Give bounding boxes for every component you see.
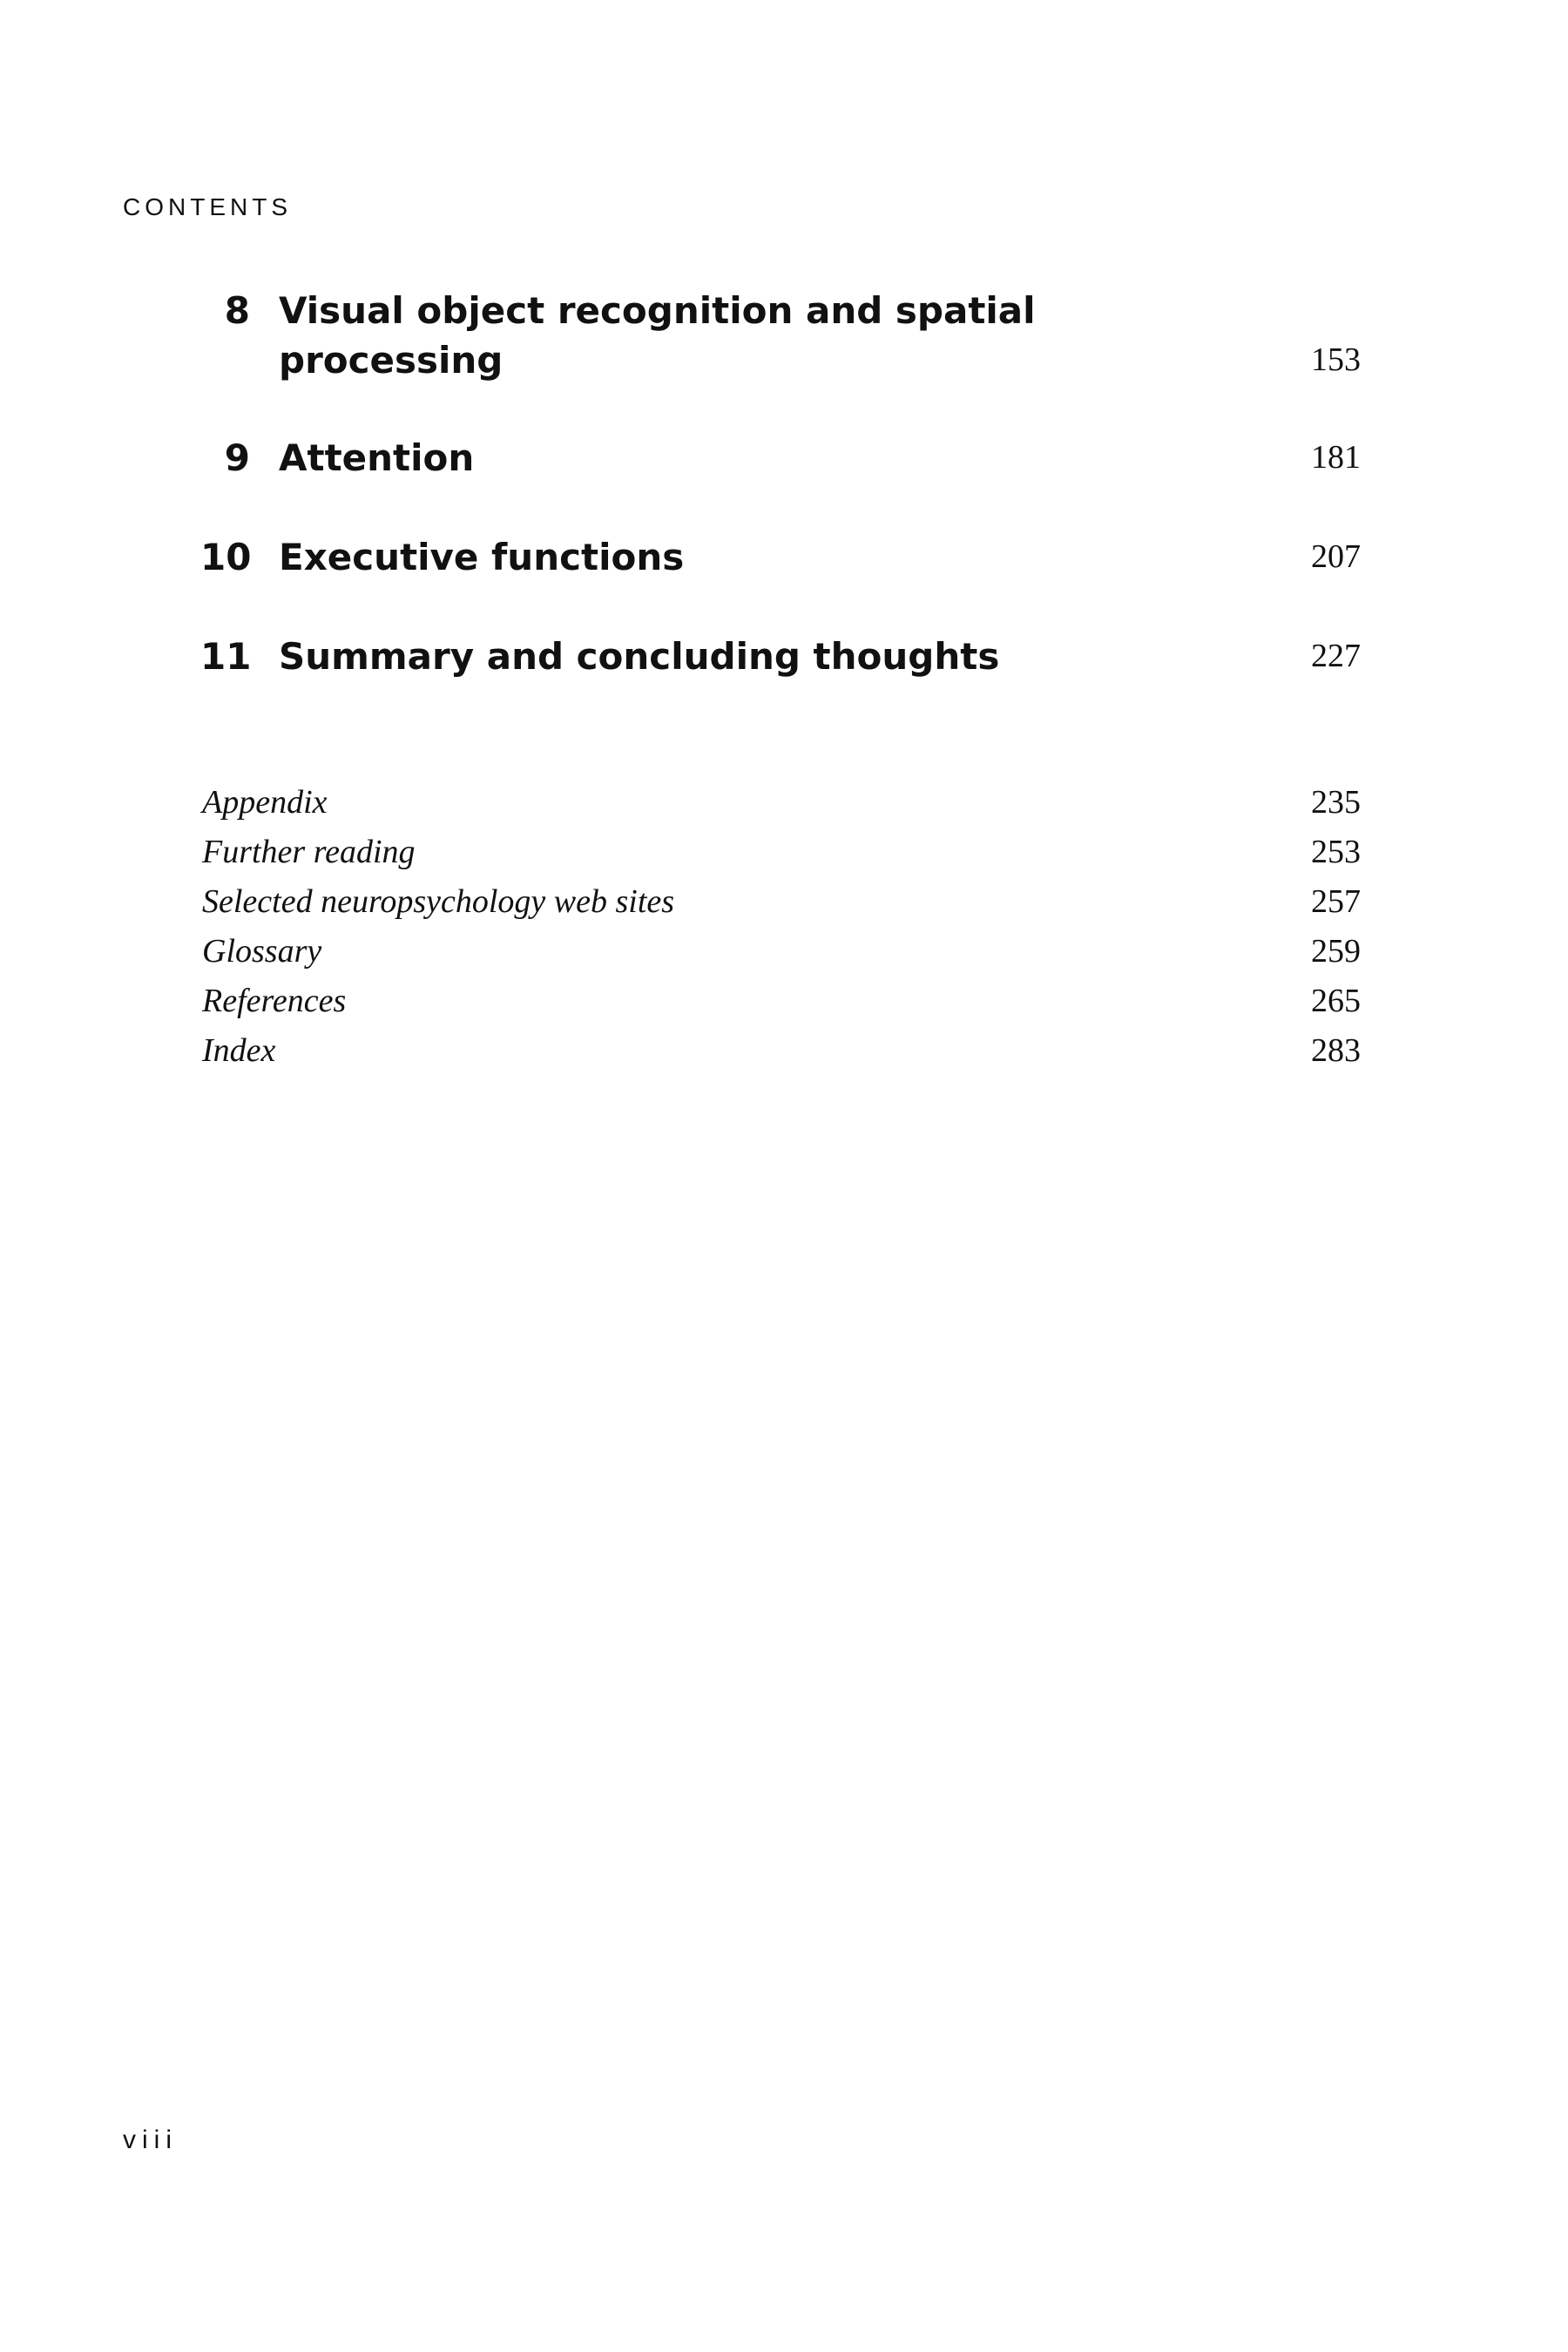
page-number: 207 (1311, 538, 1361, 575)
page-folio: viii (123, 2126, 178, 2154)
entry-title: Appendix (202, 784, 328, 821)
entry-title: References (202, 983, 347, 1019)
entry-title: Glossary (202, 933, 322, 970)
toc-entry-web-sites[interactable] (202, 877, 1361, 927)
chapter-number: 11 (200, 635, 252, 678)
chapter-title: Executive functions (279, 536, 685, 578)
chapter-title: Summary and concluding thoughts (279, 635, 1000, 678)
toc-entry-chapter-9[interactable] (200, 433, 1361, 483)
page-number: 257 (1311, 883, 1361, 920)
back-matter-list (202, 778, 1361, 1076)
running-head: CONTENTS (123, 193, 292, 220)
page-number: 153 (1311, 341, 1361, 378)
toc-entry-glossary[interactable] (202, 927, 1361, 977)
chapter-number: 8 (224, 289, 250, 332)
toc-entry-chapter-8[interactable] (200, 286, 1361, 385)
toc-entry-references[interactable] (202, 977, 1361, 1026)
page-number: 227 (1311, 638, 1361, 674)
page-number: 235 (1311, 784, 1361, 821)
entry-title: Further reading (202, 834, 416, 870)
page-number: 259 (1311, 933, 1361, 970)
toc-entry-chapter-11[interactable] (200, 632, 1361, 681)
chapter-title: Attention (279, 436, 475, 479)
entry-title: Selected neuropsychology web sites (202, 883, 675, 920)
toc-entry-further-reading[interactable] (202, 828, 1361, 877)
toc-entry-index[interactable] (202, 1026, 1361, 1076)
toc-entry-appendix[interactable] (202, 778, 1361, 828)
page-number: 283 (1311, 1032, 1361, 1069)
chapter-number: 9 (224, 436, 250, 479)
chapter-number: 10 (200, 536, 252, 578)
entry-title: Index (202, 1032, 276, 1069)
chapter-title: Visual object recognition and spatial processing (279, 289, 1036, 382)
toc-entry-chapter-10[interactable] (200, 532, 1361, 582)
page-number: 181 (1311, 439, 1361, 476)
page-number: 265 (1311, 983, 1361, 1019)
page-number: 253 (1311, 834, 1361, 870)
